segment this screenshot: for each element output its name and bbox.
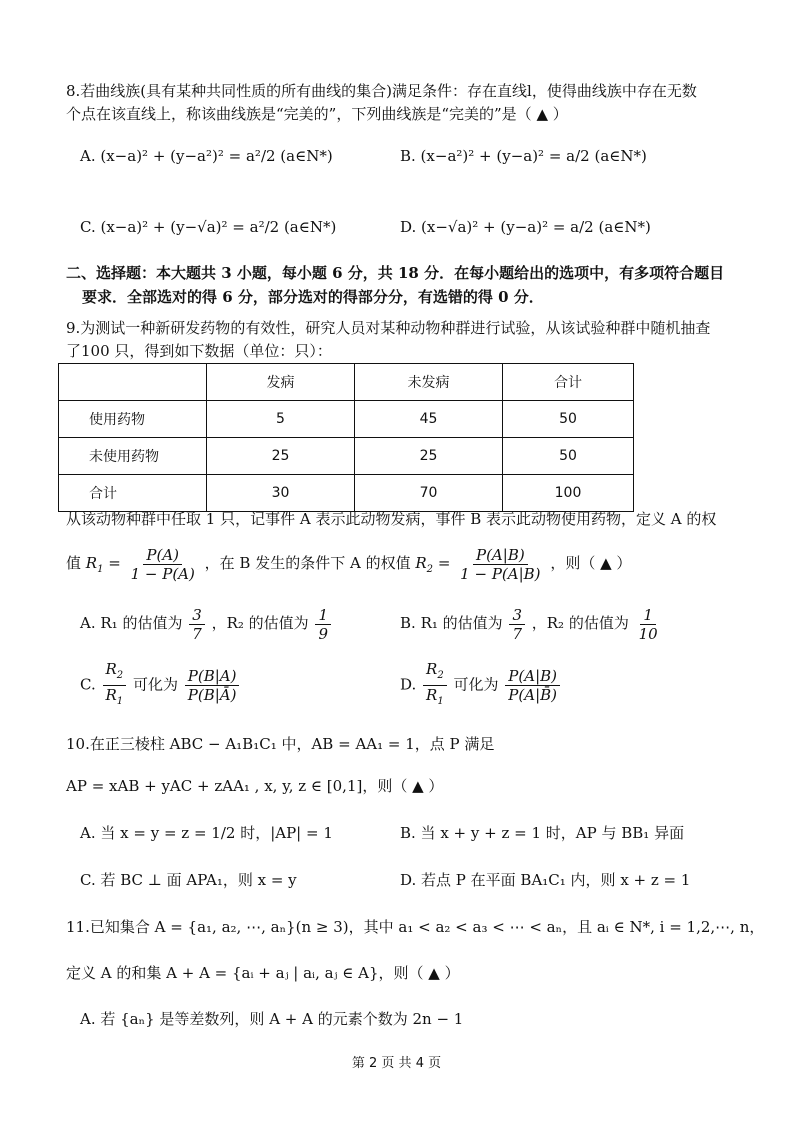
q9-stem-line2: 了100 只，得到如下数据（单位：只）： xyxy=(66,342,332,360)
section2-header-line2: 要求．全部选对的得 6 分，部分选对的得部分分，有选错的得 0 分． xyxy=(82,288,544,306)
table-row xyxy=(59,401,634,438)
q11-option-a: A. 若 {aₙ} 是等差数列，则 A + A 的元素个数为 2n − 1 xyxy=(80,1010,464,1028)
section2-header-line1: 二、选择题：本大题共 3 小题，每小题 6 分，共 18 分．在每小题给出的选项中，有多项符合题目 xyxy=(66,264,725,282)
q10-option-a: A. 当 x = y = z = 1/2 时，|AP| = 1 xyxy=(80,824,333,842)
q9-option-c: C. $\frac{R_2}{R_1}$ 可化为 $\frac{P(B|A)}{P(B|Ā)}$ xyxy=(80,660,241,711)
q9-option-d: D. $\frac{R_2}{R_1}$ 可化为 $\frac{P(A|B)}{P(A|B̄)}$ xyxy=(400,660,562,711)
table-row xyxy=(59,438,634,475)
r1-symbol: $R_1$ = xyxy=(85,554,121,575)
table-cell: 未发病 xyxy=(355,364,503,401)
option-text: R₁ 的估值为 xyxy=(100,614,183,632)
q8-option-d: D. (x−√a)² + (y−a)² = a/2 (a∈N*) xyxy=(400,218,651,236)
table-cell: 70 xyxy=(355,475,503,512)
q9-weight-line xyxy=(66,543,631,590)
table-cell: 发病 xyxy=(207,364,355,401)
q9-text-value: 值 xyxy=(66,554,82,572)
table-cell: 50 xyxy=(503,401,634,438)
table-cell: 25 xyxy=(207,438,355,475)
option-label: D. xyxy=(400,675,417,694)
q10-stem-line1: 10.在正三棱柱 ABC − A₁B₁C₁ 中，AB = AA₁ = 1，点 P 满足 xyxy=(66,735,495,753)
q8-option-c: C. (x−a)² + (y−√a)² = a²/2 (a∈N*) xyxy=(80,218,337,236)
r2-fraction: $\frac{P(A|B)}{1 - P(A|B)}$ xyxy=(460,545,541,583)
q10-option-d: D. 若点 P 在平面 BA₁C₁ 内，则 x + z = 1 xyxy=(400,871,691,889)
q9-text-end: ，则（ ▲ ） xyxy=(550,554,632,572)
q8-option-b: B. (x−a²)² + (y−a)² = a/2 (a∈N*) xyxy=(400,147,647,165)
q10-option-c: C. 若 BC ⊥ 面 APA₁，则 x = y xyxy=(80,871,297,889)
q10-option-b: B. 当 x + y + z = 1 时，AP 与 BB₁ 异面 xyxy=(400,824,685,842)
table-cell: 100 xyxy=(503,475,634,512)
option-text: ，R₂ 的估值为 xyxy=(211,614,309,632)
q10-stem-line2: AP = xAB + yAC + zAA₁ , x, y, z ∈ [0,1]，则（ ▲ ） xyxy=(66,777,444,795)
r1-fraction: $\frac{P(A)}{1 - P(A)}$ xyxy=(130,545,195,583)
table-cell: 合计 xyxy=(503,364,634,401)
option-text: R₁ 的估值为 xyxy=(420,614,503,632)
table-cell: 合计 xyxy=(59,475,207,512)
q9-text-middle: ，在 B 发生的条件下 A 的权值 xyxy=(204,554,411,572)
r2-symbol: $R_2$ = xyxy=(415,554,451,575)
q11-stem-line1: 11.已知集合 A = {a₁, a₂, ⋯, aₙ}(n ≥ 3)，其中 a₁ < a₂ < a₃ < ⋯ < aₙ，且 aᵢ ∈ N*, i = 1,2,⋯, n， xyxy=(66,918,765,936)
q9-option-a: A. R₁ 的估值为 $\frac{3}{7}$ ，R₂ 的估值为 $\frac{1}{9}$ xyxy=(80,603,333,643)
q9-stem-line1: 9.为测试一种新研发药物的有效性，研究人员对某种动物种群进行试验，从该试验种群中随机抽查 xyxy=(66,319,711,337)
table-cell: 5 xyxy=(207,401,355,438)
q11-stem-line2: 定义 A 的和集 A + A = {aᵢ + aⱼ | aᵢ, aⱼ ∈ A}，则（ ▲ ） xyxy=(66,964,460,982)
table-cell: 未使用药物 xyxy=(59,438,207,475)
option-label: C. xyxy=(80,675,96,694)
table-cell: 45 xyxy=(355,401,503,438)
q8-option-a: A. (x−a)² + (y−a²)² = a²/2 (a∈N*) xyxy=(80,147,333,165)
option-label: A. xyxy=(80,614,96,632)
table-cell: 50 xyxy=(503,438,634,475)
q9-data-table xyxy=(58,363,634,512)
option-text: 可化为 xyxy=(453,675,499,694)
option-text: 可化为 xyxy=(132,675,178,694)
table-cell xyxy=(59,364,207,401)
table-row xyxy=(59,475,634,512)
table-cell: 30 xyxy=(207,475,355,512)
table-cell: 使用药物 xyxy=(59,401,207,438)
q9-option-b: B. R₁ 的估值为 $\frac{3}{7}$ ，R₂ 的估值为 $\frac{1}{10}$ xyxy=(400,605,658,643)
table-cell: 25 xyxy=(355,438,503,475)
q8-stem-line2: 个点在该直线上，称该曲线族是“完美的”，下列曲线族是“完美的”是（ ▲ ） xyxy=(66,105,568,123)
table-header-row xyxy=(59,364,634,401)
q9-definition-line: 从该动物种群中任取 1 只，记事件 A 表示此动物发病，事件 B 表示此动物使用药物，定义 A 的权 xyxy=(66,510,717,528)
option-text: ，R₂ 的估值为 xyxy=(531,614,629,632)
q8-stem-line1: 8.若曲线族(具有某种共同性质的所有曲线的集合)满足条件：存在直线l，使得曲线族中存在无数 xyxy=(66,82,697,100)
page-footer: 第 2 页 共 4 页 xyxy=(351,1056,442,1071)
option-label: B. xyxy=(400,614,416,632)
